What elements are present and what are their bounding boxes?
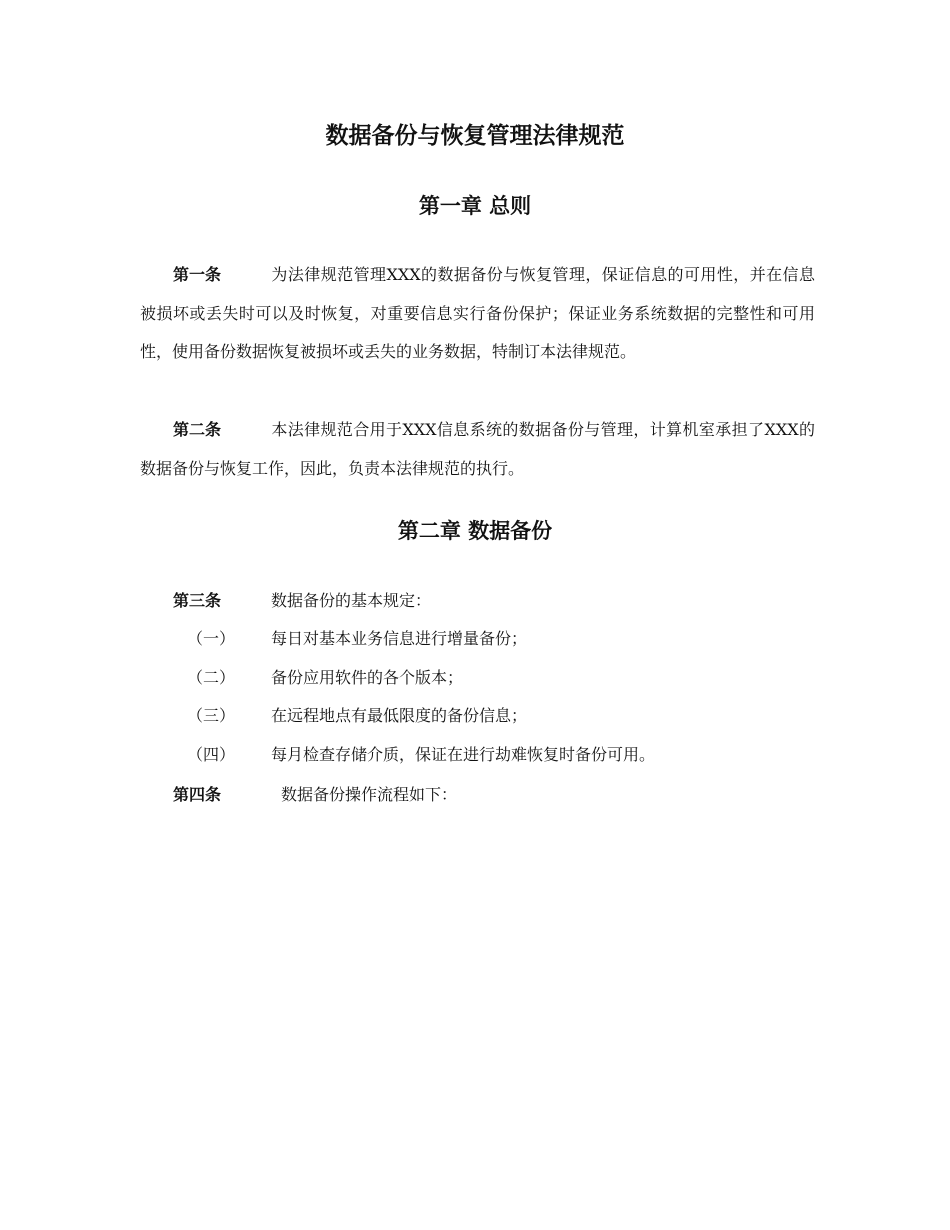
article-1 — [140, 256, 815, 372]
article-4-text: 数据备份操作流程如下： — [281, 785, 458, 804]
document-title: 数据备份与恢复管理法律规范 — [325, 122, 625, 149]
list-item — [140, 620, 815, 658]
list-item-label: （二） — [187, 668, 236, 687]
list-item-label: （一） — [187, 629, 236, 648]
article-3-text: 数据备份的基本规定： — [271, 591, 432, 610]
list-item-label: （三） — [187, 706, 236, 725]
article-3-label: 第三条 — [173, 591, 222, 610]
list-item-text: 备份应用软件的各个版本； — [271, 668, 464, 687]
list-item-label: （四） — [187, 745, 236, 764]
article-1-text: 为法律规范管理XXX的数据备份与恢复管理，保证信息的可用性，并在信息被损坏或丢失时可以及时恢复，对重要信息实行备份保护；保证业务系统数据的完整性和可用性，使用备份数据恢复被损坏或丢失的业务数据，特制订本法律规范。 — [140, 265, 815, 361]
list-item — [140, 736, 815, 774]
article-2-label: 第二条 — [173, 420, 222, 439]
article-2-text: 本法律规范合用于XXX信息系统的数据备份与管理，计算机室承担了XXX的数据备份与恢复工作，因此，负责本法律规范的执行。 — [140, 420, 815, 478]
article-4-label: 第四条 — [173, 785, 222, 804]
article-1-label: 第一条 — [173, 265, 222, 284]
list-item-text: 每日对基本业务信息进行增量备份； — [271, 629, 528, 648]
list-item — [140, 697, 815, 735]
chapter-1-heading: 第一章 总则 — [418, 193, 532, 218]
chapter-2-heading: 第二章 数据备份 — [397, 518, 553, 543]
article-2 — [140, 411, 815, 488]
article-3 — [140, 582, 815, 620]
list-item — [140, 659, 815, 697]
list-item-text: 每月检查存储介质，保证在进行劫难恢复时备份可用。 — [271, 745, 656, 764]
article-4 — [140, 776, 815, 814]
list-item-text: 在远程地点有最低限度的备份信息； — [271, 706, 528, 725]
